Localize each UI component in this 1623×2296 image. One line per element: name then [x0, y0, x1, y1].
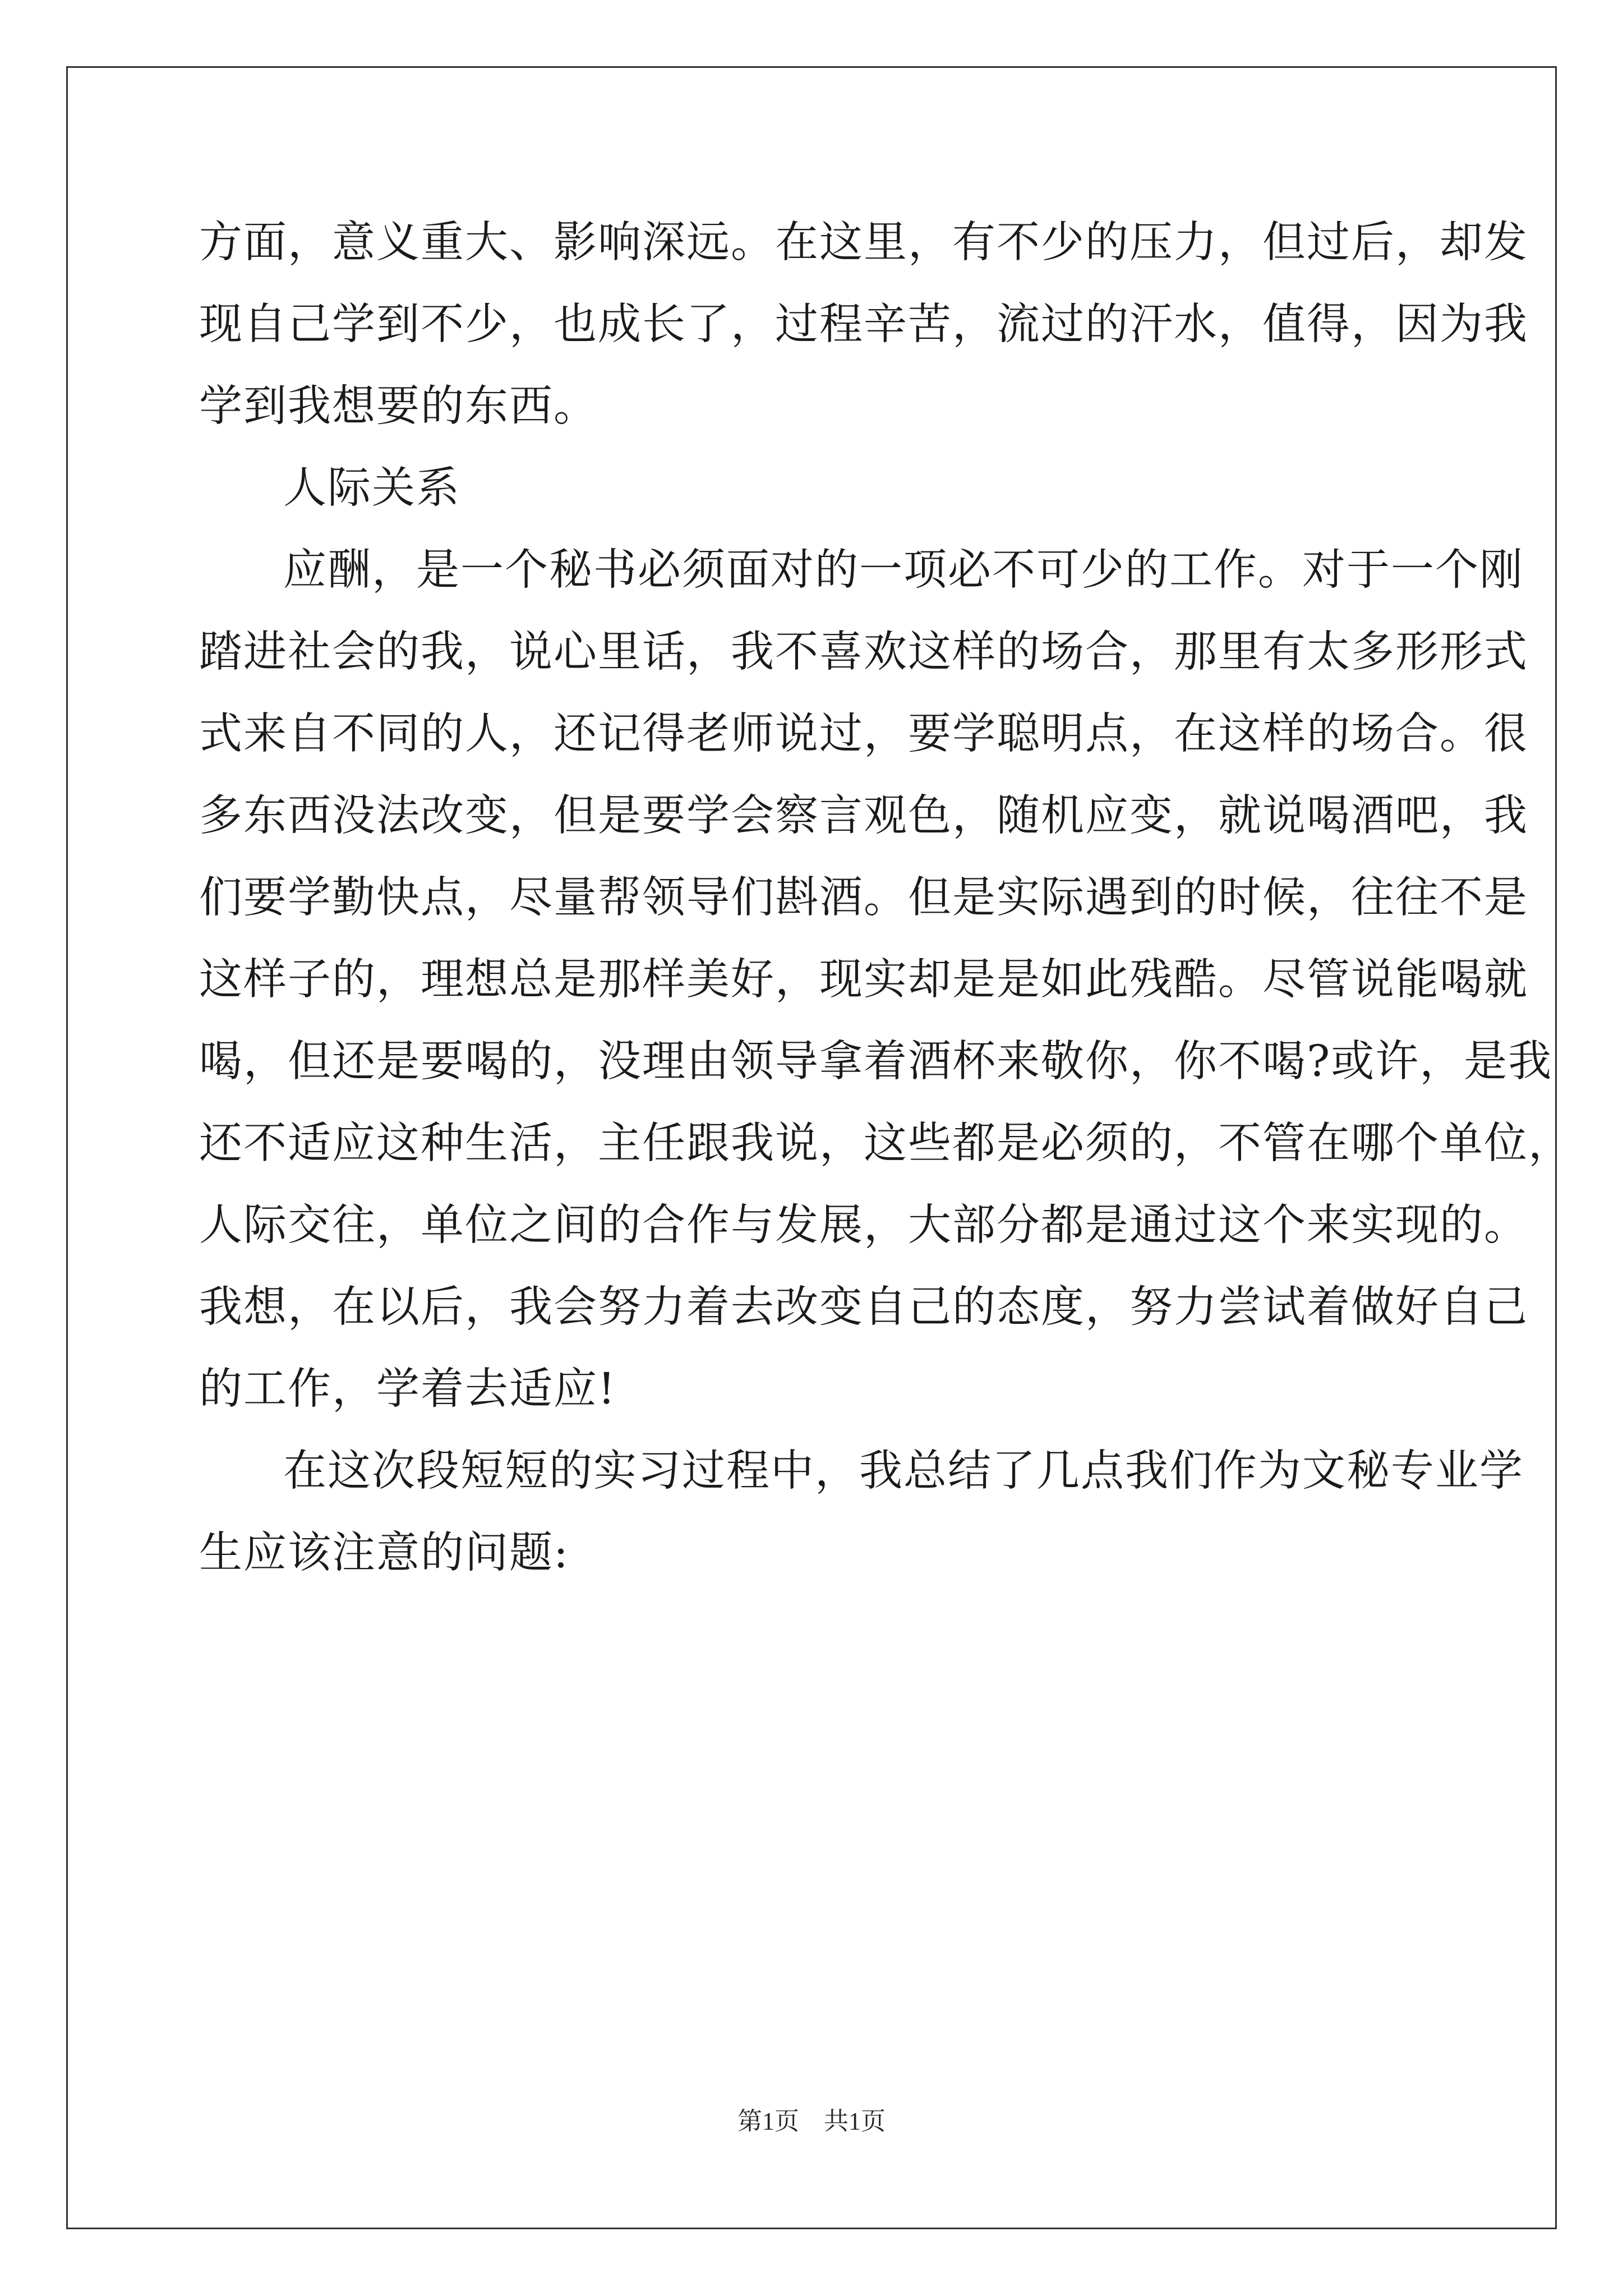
- page-footer: 第1页 共1页: [737, 2108, 886, 2135]
- paragraph-line: 们要学勤快点，尽量帮领导们斟酒。但是实际遇到的时候，往往不是: [199, 873, 1528, 923]
- paragraph-line: 应酬，是一个秘书必须面对的一项必不可少的工作。对于一个刚: [283, 545, 1524, 595]
- paragraph-line: 人际交往，单位之间的合作与发展，大部分都是通过这个来实现的。: [199, 1200, 1528, 1250]
- paragraph-line: 我想，在以后，我会努力着去改变自己的态度，努力尝试着做好自己: [199, 1282, 1528, 1332]
- paragraph-line: 方面，意义重大、影响深远。在这里，有不少的压力，但过后，却发: [199, 218, 1528, 268]
- paragraph-line: 在这次段短短的实习过程中，我总结了几点我们作为文秘专业学: [283, 1446, 1524, 1496]
- paragraph-line: 的工作，学着去适应!: [199, 1364, 616, 1414]
- document-body: [199, 202, 1573, 1594]
- section-heading: 人际关系: [283, 463, 460, 513]
- paragraph-line: 生应该注意的问题:: [199, 1528, 569, 1578]
- paragraph-line: 这样子的，理想总是那样美好，现实却是是如此残酷。尽管说能喝就: [199, 955, 1528, 1005]
- paragraph-line: 踏进社会的我，说心里话，我不喜欢这样的场合，那里有太多形形式: [199, 627, 1528, 677]
- paragraph-line: 学到我想要的东西。: [199, 381, 598, 431]
- paragraph-line: 还不适应这种生活，主任跟我说，这些都是必须的，不管在哪个单位，: [199, 1119, 1573, 1168]
- paragraph-line: 喝，但还是要喝的，没理由领导拿着酒杯来敬你，你不喝?或许，是我: [199, 1037, 1553, 1087]
- paragraph-line: 多东西没法改变，但是要学会察言观色，随机应变，就说喝酒吧，我: [199, 791, 1528, 841]
- paragraph-line: 现自己学到不少，也成长了，过程辛苦，流过的汗水，值得，因为我: [199, 300, 1528, 349]
- paragraph-line: 式来自不同的人，还记得老师说过，要学聪明点，在这样的场合。很: [199, 709, 1528, 759]
